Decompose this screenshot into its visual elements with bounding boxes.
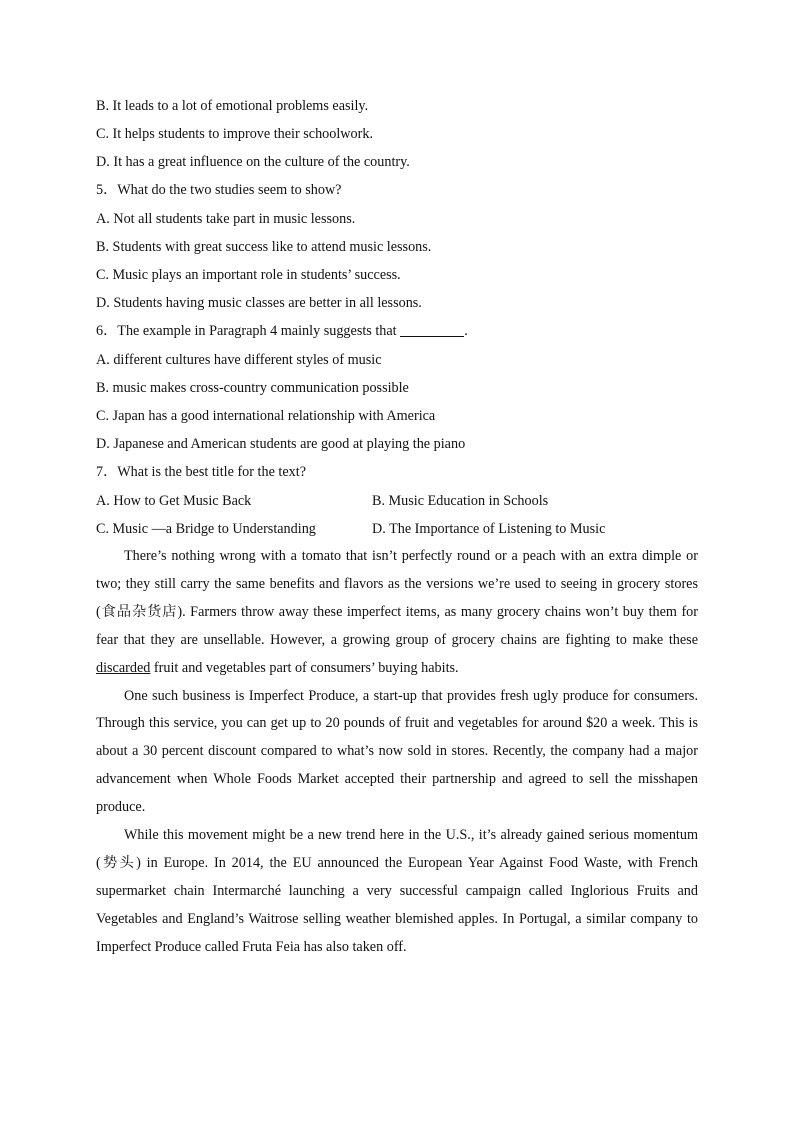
q7-option-a: A. How to Get Music Back xyxy=(96,493,252,509)
q6-option-c: C. Japan has a good international relationship with America xyxy=(96,408,436,424)
passage-paragraph-3: While this movement might be a new trend here in the U.S., it’s already gained serious momentum (势头) in Europe. In 2014, the EU announced the European Year Against Food Waste, with French supermarket chain Intermarché launching a very successful campaign called Inglorious Fruits and Vegetables and England’s Waitrose selling weather blemished apples. In Portugal, a similar company to Imperfect Produce called Fruta Feia has also taken off. xyxy=(96,827,698,955)
q4-option-b: B. It leads to a lot of emotional problems easily. xyxy=(96,98,369,114)
answer-blank xyxy=(400,322,464,337)
q7-option-d: D. The Importance of Listening to Music xyxy=(372,521,606,537)
p1-text-a: There’s nothing wrong with a tomato that isn’t perfectly round or a peach with an extra dimple or two; they still carry the same benefits and flavors as the versions we’re used to seeing in grocery stores (食品杂货店). Farmers throw away these imperfect items, as many grocery chains won’t buy them for fear that they are unsellable. However, a growing group of grocery chains are fighting to make these xyxy=(96,548,698,648)
passage-paragraph-2: One such business is Imperfect Produce, a start-up that provides fresh ugly produce for consumers. Through this service, you can get up to 20 pounds of fruit and vegetables for around $20 a week. This is about a 30 percent discount compared to what’s now sold in stores. Recently, the company had a major advancement when Whole Foods Market accepted their partnership and agreed to sell the misshapen produce. xyxy=(96,687,698,816)
q6-stem-end: . xyxy=(464,323,468,339)
q7-option-b: B. Music Education in Schools xyxy=(372,493,549,509)
q6-option-a: A. different cultures have different styles of music xyxy=(96,352,382,368)
passage-paragraph-1 xyxy=(96,543,698,683)
q6-stem xyxy=(96,317,698,346)
underlined-word: discarded xyxy=(96,659,151,676)
document-content xyxy=(96,92,698,962)
q4-option-c: C. It helps students to improve their schoolwork. xyxy=(96,126,374,142)
q7-options-row-1 xyxy=(96,487,698,515)
q5-option-c: C. Music plays an important role in students’ success. xyxy=(96,267,401,283)
q7-options-row-2 xyxy=(96,515,698,543)
q5-option-d: D. Students having music classes are better in all lessons. xyxy=(96,295,422,311)
q6-option-d: D. Japanese and American students are good at playing the piano xyxy=(96,436,466,452)
q7-option-c: C. Music —a Bridge to Understanding xyxy=(96,521,316,537)
q7-stem: 7．What is the best title for the text? xyxy=(96,464,306,480)
q4-option-d: D. It has a great influence on the culture of the country. xyxy=(96,154,410,170)
q5-option-b: B. Students with great success like to attend music lessons. xyxy=(96,239,432,255)
q5-option-a: A. Not all students take part in music lessons. xyxy=(96,211,356,227)
p1-text-b: fruit and vegetables part of consumers’ buying habits. xyxy=(150,659,459,676)
q6-stem-text: 6．The example in Paragraph 4 mainly suggests that xyxy=(96,323,397,339)
q5-stem: 5．What do the two studies seem to show? xyxy=(96,182,342,198)
q6-option-b: B. music makes cross-country communication possible xyxy=(96,380,409,396)
